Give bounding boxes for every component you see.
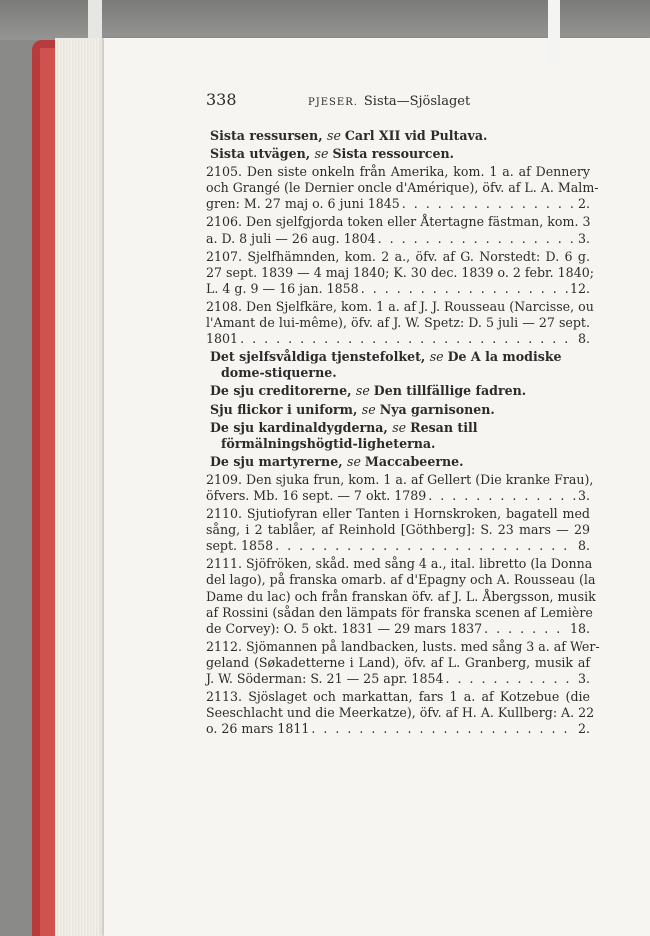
entry-text: öfvers. Mb. 16 sept. — 7 okt. 1789 [206,487,427,503]
catalog-entry [206,164,599,212]
entry-line [206,572,596,588]
performance-count: 3. [577,487,590,503]
leader-dots [428,488,576,504]
entry-text: geland (Søkadetterne i Land), öfv. af L. Granberg, musik af [206,654,590,670]
entry-text: gren: M. 27 maj o. 6 juni 1845 [206,196,400,212]
page-number: 338 [206,90,237,109]
xref-title: Sista ressursen, [210,128,327,143]
xref-se: se [361,401,380,417]
running-title [308,94,470,111]
entry-text: Seeschlacht und die Meerkatze), öfv. af H. A. Kullberg: A. 22 [206,705,595,721]
xref-title: Det sjelfsvåldiga tjenstefolket, [210,349,430,365]
cross-reference [206,146,590,162]
catalog-entry [206,556,596,636]
entry-text: Dame du lac) och från franskan öfv. af J. L. Åbergsson, musik [206,588,596,604]
entry-line [206,638,600,655]
entry-text: o. 26 mars 1811 [206,721,310,737]
leader-dots [361,281,568,297]
leader-dots [402,196,576,212]
entry-text: af Rossini (sådan den lämpats för franska scenen af Lemière [206,604,593,620]
xref-se: se [326,128,345,143]
entry-text: 2111. Sjöfröken, skåd. med sång 4 a., ital. libretto (la Donna [206,556,593,572]
entry-text: 2110. Sjutiofyran eller Tanten i Hornskroken, bagatell med [206,506,590,522]
cross-reference [206,128,590,144]
section-label: PJESER. [308,97,358,108]
leader-dots [275,538,576,554]
entry-text: 2112. Sjömannen på landbacken, lusts. med sång 3 a. af Wer- [206,638,600,654]
entry-final-line [206,196,590,212]
xref-title: Sista utvägen, [210,146,315,162]
entry-line [206,315,590,331]
xref-title: De sju creditorerne, [210,383,356,399]
entry-text: 27 sept. 1839 — 4 maj 1840; K. 30 dec. 1839 o. 2 febr. 1840; [206,264,594,280]
entry-text: a. D. 8 juli — 26 aug. 1804 [206,230,376,246]
entry-line [206,180,599,196]
catalog-entry [206,638,600,687]
entry-line [206,655,590,671]
xref-target: Nya garnisonen. [379,401,495,417]
leader-dots [484,621,568,637]
entry-line [206,556,593,572]
entry-line [206,588,596,605]
cross-reference [206,420,590,452]
leader-dots [445,671,575,687]
entry-final-line [206,331,590,347]
catalog-entries [206,128,600,737]
entry-text: J. W. Söderman: S. 21 — 25 apr. 1854 [206,671,444,686]
entry-line [206,689,590,705]
entry-text: 2106. Den sjelfgjorda token eller Återtagne fästman, kom. 3 [206,214,591,230]
entry-final-line [206,538,590,554]
performance-count: 12. [569,280,590,296]
title-range: Sista—Sjöslaget [363,94,471,109]
xref-target: Sista ressourcen. [332,146,455,162]
entry-line [206,522,590,538]
xref-title: Sju flickor i uniform, [210,401,362,417]
cross-reference [206,383,590,399]
entry-text: 2108. Den Sjelfkäre, kom. 1 a. af J. J. Rousseau (Narcisse, ou [206,298,594,314]
entry-final-line [206,671,590,687]
page-clip [548,0,560,62]
xref-target: Den tillfällige fadren. [373,383,527,399]
entry-text: 2109. Den sjuka frun, kom. 1 a. af Gellert (Die kranke Frau), [206,471,594,487]
entry-line [206,214,590,230]
leader-dots [311,721,576,737]
entry-final-line [206,231,590,247]
entry-text: 2105. Den siste onkeln från Amerika, kom. 1 a. af Dennery [206,164,590,180]
xref-se: se [429,349,448,365]
xref-se: se [346,453,365,469]
catalog-entry [206,214,590,246]
entry-text: 2107. Sjelfhämnden, kom. 2 a., öfv. af G. Norstedt: D. 6 g. [206,248,590,264]
leader-dots [378,231,576,247]
cross-reference [206,402,590,418]
catalog-entry [206,506,590,554]
leader-dots [240,331,576,347]
entry-text: 1801 [206,331,239,347]
xref-target: Resan till förmälningshögtid-ligheterna. [221,419,478,451]
xref-se: se [392,419,411,435]
entry-final-line [206,621,590,637]
entry-line [206,705,595,721]
entry-line [206,264,594,281]
cross-reference [206,349,590,381]
xref-target: Carl XII vid Pultava. [344,128,488,143]
entry-text: 2113. Sjöslaget och markattan, fars 1 a. af Kotzebue (die [206,689,590,705]
performance-count: 8. [577,331,590,347]
catalog-entry [206,689,595,737]
entry-line [206,604,593,621]
xref-title: De sju martyrerne, [210,453,347,469]
entry-line [206,249,590,265]
entry-final-line [206,281,590,297]
xref-se: se [314,146,333,162]
cross-reference [206,454,590,470]
entry-text: del lago), på franska omarb. af d'Epagny och A. Rousseau (la [206,572,596,588]
entry-text: l'Amant de lui-même), öfv. af J. W. Spetz: D. 5 juli — 27 sept. [206,315,590,331]
entry-line [206,298,594,315]
xref-se: se [355,383,374,399]
running-header [206,92,590,114]
xref-target: De A la modiske dome-stiquerne. [221,349,562,381]
page-text [206,90,600,739]
entry-final-line [206,488,590,504]
catalog-entry [206,298,594,347]
entry-line [206,506,590,522]
xref-target: Maccabeerne. [364,453,464,469]
entry-text: L. 4 g. 9 — 16 jan. 1858 [206,280,359,296]
entry-text: sept. 1858 [206,538,274,554]
entry-text: och Grangé (le Dernier oncle d'Amérique), öfv. af L. A. Malm- [206,180,599,196]
catalog-entry [206,248,594,297]
performance-count: 3. [577,230,590,246]
performance-count: 2. [577,721,590,737]
entry-text: de Corvey): O. 5 okt. 1831 — 29 mars 1837 [206,620,483,636]
catalog-entry [206,471,594,504]
entry-line [206,471,594,488]
entry-text: sång, i 2 tablåer, af Reinhold [Göthberg]: S. 23 mars — 29 [206,522,590,538]
performance-count: 18. [569,620,590,636]
entry-line [206,164,590,180]
performance-count: 8. [577,538,590,554]
performance-count: 2. [577,196,590,212]
performance-count: 3. [577,671,590,686]
xref-title: De sju kardinaldygderna, [210,419,393,435]
entry-final-line [206,721,590,737]
